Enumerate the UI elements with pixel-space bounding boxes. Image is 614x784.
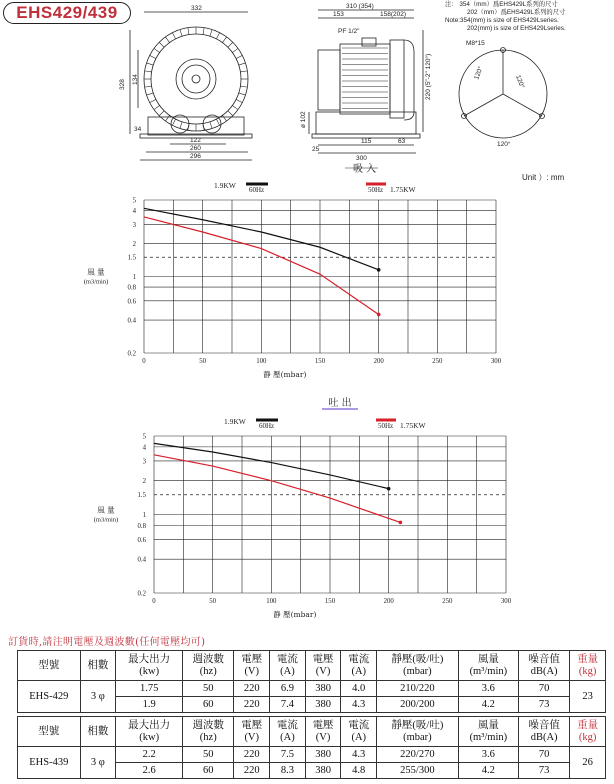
svg-text:ø 102: ø 102 — [300, 111, 307, 128]
svg-text:122: 122 — [190, 137, 201, 144]
series-endpoint — [377, 313, 381, 317]
table-cell: 380 — [305, 681, 341, 697]
legend-freq: 50Hz — [378, 422, 394, 430]
table-header-cell — [234, 717, 270, 747]
y-tick-label: 2 — [142, 478, 146, 486]
dimension-drawing — [0, 0, 614, 175]
spec-table-ehs439 — [17, 716, 606, 779]
svg-text:63: 63 — [398, 138, 406, 145]
svg-text:310 (354): 310 (354) — [346, 3, 374, 10]
legend-freq: 50Hz — [368, 186, 384, 194]
svg-text:260: 260 — [190, 145, 201, 152]
note-line: 注： 354（mm）爲EHS429L系列的尺寸 — [445, 1, 558, 8]
y-tick-label: 0.2 — [137, 590, 146, 598]
header-label: 電壓 — [241, 653, 263, 665]
svg-text:300: 300 — [356, 155, 367, 162]
y-tick-label: 3 — [142, 458, 146, 466]
header-label: 重量 — [577, 719, 599, 731]
table-cell: 73 — [518, 697, 569, 713]
svg-text:PF 1/2": PF 1/2" — [338, 28, 360, 35]
table-cell: 220 — [234, 747, 270, 763]
table-cell: 70 — [518, 747, 569, 763]
x-tick-label: 200 — [383, 598, 394, 605]
header-label: 週波數 — [192, 719, 224, 731]
header-unit: (V) — [244, 665, 260, 677]
x-tick-label: 250 — [442, 598, 453, 605]
svg-text:115: 115 — [361, 138, 372, 145]
header-label: 最大出力 — [128, 653, 171, 665]
header-label: 型號 — [38, 725, 60, 737]
header-label: 電流 — [276, 719, 298, 731]
table-header-cell — [377, 717, 459, 747]
table-header-cell — [234, 651, 270, 681]
svg-text:120°: 120° — [514, 74, 526, 90]
header-label: 相數 — [87, 659, 109, 671]
suction-chart — [0, 176, 614, 388]
table-header-cell — [518, 651, 569, 681]
table-cell: 73 — [518, 763, 569, 779]
header-unit: (A) — [351, 731, 367, 743]
svg-text:220 (5"-2" 120°): 220 (5"-2" 120°) — [425, 53, 432, 100]
x-tick-label: 50 — [199, 358, 207, 365]
header-unit: (V) — [315, 731, 331, 743]
table-header-cell — [116, 651, 183, 681]
weight-cell: 23 — [570, 681, 606, 713]
table-cell: 50 — [183, 747, 234, 763]
y-tick-label: 1 — [142, 512, 146, 519]
y-tick-label: 3 — [132, 221, 136, 229]
y-axis-unit: (m3/min) — [93, 516, 119, 524]
unit-label: Unit ）: mm — [522, 173, 565, 182]
legend-power: 1.9KW — [214, 181, 236, 190]
header-label: 電流 — [348, 653, 370, 665]
table-cell: 7.5 — [270, 747, 306, 763]
y-tick-label: 1.5 — [137, 492, 146, 500]
header-unit: (m³/min) — [469, 731, 508, 743]
table-cell: 70 — [518, 681, 569, 697]
header-unit: (kg) — [578, 731, 597, 743]
table-row — [18, 747, 606, 763]
table-cell: 4.0 — [341, 681, 377, 697]
order-note: 訂貨時,請注明電壓及週波數(任何電壓均可) — [8, 637, 206, 648]
header-label: 相數 — [87, 725, 109, 737]
x-tick-label: 50 — [209, 598, 217, 605]
model-cell: EHS-439 — [18, 747, 81, 779]
header-label: 電壓 — [312, 653, 334, 665]
header-unit: (V) — [244, 731, 260, 743]
header-label: 靜壓(吸/吐) — [391, 653, 444, 665]
header-label: 電流 — [348, 719, 370, 731]
header-label: 風量 — [477, 653, 499, 665]
table-cell: 200/200 — [377, 697, 459, 713]
table-cell: 255/300 — [377, 763, 459, 779]
table-header-cell — [18, 717, 81, 747]
y-tick-label: 1 — [132, 274, 136, 281]
y-tick-label: 0.8 — [137, 522, 146, 530]
header-label: 最大出力 — [128, 719, 171, 731]
table-cell: 3.6 — [458, 681, 518, 697]
table-header-cell — [458, 651, 518, 681]
y-tick-label: 5 — [142, 433, 146, 441]
y-tick-label: 4 — [142, 444, 146, 452]
discharge-chart — [0, 396, 614, 630]
table-header-cell — [341, 717, 377, 747]
phase-cell: 3 φ — [80, 681, 116, 713]
table-cell: 4.3 — [341, 697, 377, 713]
table-header-cell — [305, 717, 341, 747]
y-tick-label: 0.4 — [137, 556, 146, 564]
svg-text:120°: 120° — [473, 65, 485, 81]
svg-text:296: 296 — [190, 153, 201, 160]
table-cell: 4.3 — [341, 747, 377, 763]
suction-label: 吸 入 — [353, 164, 377, 175]
x-tick-label: 100 — [256, 358, 267, 365]
table-cell: 8.3 — [270, 763, 306, 779]
table-header-cell — [183, 651, 234, 681]
y-tick-label: 0.6 — [127, 298, 136, 306]
svg-text:34: 34 — [134, 126, 142, 133]
header-unit: (kw) — [139, 665, 160, 677]
phase-cell: 3 φ — [80, 747, 116, 779]
note-line: 202(mm) is size of EHS429Lseries. — [467, 25, 566, 32]
svg-text:134: 134 — [132, 74, 139, 85]
x-tick-label: 300 — [500, 598, 512, 605]
table-cell: 3.6 — [458, 747, 518, 763]
table-cell: 220 — [234, 763, 270, 779]
table-header-cell — [570, 651, 606, 681]
x-tick-label: 250 — [432, 358, 443, 365]
spec-table-ehs429 — [17, 650, 606, 713]
table-header-cell — [305, 651, 341, 681]
table-cell: 4.2 — [458, 763, 518, 779]
table-header-cell — [458, 717, 518, 747]
legend-power: 1.75KW — [390, 185, 416, 194]
x-axis-label: 静 壓(mbar) — [263, 370, 307, 379]
header-label: 電壓 — [312, 719, 334, 731]
series-endpoint — [387, 487, 391, 491]
table-cell: 4.2 — [458, 697, 518, 713]
table-header-cell — [183, 717, 234, 747]
table-cell: 60 — [183, 697, 234, 713]
header-label: 靜壓(吸/吐) — [391, 719, 444, 731]
header-unit: (mbar) — [403, 665, 432, 677]
y-axis-label: 風 量 — [97, 505, 115, 515]
dim-label: 332 — [191, 5, 202, 12]
header-unit: (V) — [315, 665, 331, 677]
table-cell: 210/220 — [377, 681, 459, 697]
x-tick-label: 100 — [266, 598, 277, 605]
y-tick-label: 0.4 — [127, 317, 136, 325]
header-unit: (kg) — [578, 665, 597, 677]
x-axis-label: 静 壓(mbar) — [273, 610, 317, 619]
header-label: 週波數 — [192, 653, 224, 665]
header-unit: (hz) — [199, 665, 217, 677]
legend-freq: 60Hz — [259, 422, 275, 430]
table-cell: 380 — [305, 747, 341, 763]
header-label: 噪音值 — [528, 719, 560, 731]
x-tick-label: 300 — [490, 358, 502, 365]
table-cell: 50 — [183, 681, 234, 697]
header-unit: dB(A) — [530, 665, 558, 677]
table-row — [18, 681, 606, 697]
svg-text:M8*15: M8*15 — [466, 40, 485, 47]
y-axis-unit: (m3/min) — [83, 278, 109, 286]
note-line: 202（mm）爲EHS429L系列的尺寸 — [467, 9, 566, 16]
x-tick-label: 150 — [314, 358, 326, 365]
y-tick-label: 4 — [132, 208, 136, 216]
table-cell: 4.8 — [341, 763, 377, 779]
header-label: 電流 — [276, 653, 298, 665]
header-label: 型號 — [38, 659, 60, 671]
x-tick-label: 200 — [373, 358, 384, 365]
table-header-cell — [377, 651, 459, 681]
header-unit: dB(A) — [530, 731, 558, 743]
table-header-cell — [570, 717, 606, 747]
table-cell: 220 — [234, 681, 270, 697]
svg-text:158(202): 158(202) — [380, 11, 407, 18]
model-cell: EHS-429 — [18, 681, 81, 713]
legend-power: 1.75KW — [400, 421, 426, 430]
header-unit: (A) — [280, 665, 295, 677]
table-cell: 380 — [305, 763, 341, 779]
y-axis-label: 風 量 — [87, 267, 105, 277]
y-tick-label: 0.2 — [127, 350, 136, 358]
header-unit: (hz) — [199, 731, 217, 743]
table-cell: 380 — [305, 697, 341, 713]
table-cell: 1.9 — [116, 697, 183, 713]
series-endpoint — [399, 521, 403, 525]
table-cell: 220 — [234, 697, 270, 713]
y-tick-label: 5 — [132, 197, 136, 205]
note-line: Note:354(mm) is size of EHS429Lseries. — [445, 17, 559, 24]
header-unit: (A) — [351, 665, 367, 677]
header-unit: (mbar) — [403, 731, 432, 743]
legend-freq: 60Hz — [249, 186, 265, 194]
table-header-cell — [18, 651, 81, 681]
weight-cell: 26 — [570, 747, 606, 779]
table-header-cell — [518, 717, 569, 747]
table-cell: 1.75 — [116, 681, 183, 697]
header-unit: (A) — [280, 731, 295, 743]
svg-text:153: 153 — [333, 11, 344, 18]
series-endpoint — [377, 268, 381, 272]
y-tick-label: 1.5 — [127, 254, 136, 262]
svg-text:25: 25 — [312, 146, 320, 153]
table-cell: 60 — [183, 763, 234, 779]
table-cell: 220/270 — [377, 747, 459, 763]
x-tick-label: 150 — [324, 598, 336, 605]
table-header-cell — [270, 717, 306, 747]
y-tick-label: 0.6 — [137, 536, 146, 544]
table-header-cell — [116, 717, 183, 747]
suction-chart-svg — [0, 176, 614, 388]
table-cell: 2.2 — [116, 747, 183, 763]
table-cell: 6.9 — [270, 681, 306, 697]
x-tick-label: 0 — [152, 598, 156, 605]
table-header-cell — [80, 717, 116, 747]
table-cell: 2.6 — [116, 763, 183, 779]
y-tick-label: 0.8 — [127, 284, 136, 292]
svg-text:328: 328 — [119, 79, 126, 90]
header-unit: (m³/min) — [469, 665, 508, 677]
y-tick-label: 2 — [132, 241, 136, 249]
model-title: EHS429/439 — [3, 2, 131, 24]
table-header-cell — [80, 651, 116, 681]
header-label: 風量 — [477, 719, 499, 731]
header-unit: (kw) — [139, 731, 160, 743]
chart-title: 吐 出 — [328, 398, 352, 409]
x-tick-label: 0 — [142, 358, 146, 365]
header-label: 噪音值 — [528, 653, 560, 665]
table-cell: 7.4 — [270, 697, 306, 713]
svg-text:120°: 120° — [497, 141, 511, 148]
discharge-chart-svg — [0, 396, 614, 630]
table-header-cell — [270, 651, 306, 681]
table-header-cell — [341, 651, 377, 681]
series-line-50hz — [154, 455, 400, 523]
legend-power: 1.9KW — [224, 417, 246, 426]
header-label: 重量 — [577, 653, 599, 665]
header-label: 電壓 — [241, 719, 263, 731]
